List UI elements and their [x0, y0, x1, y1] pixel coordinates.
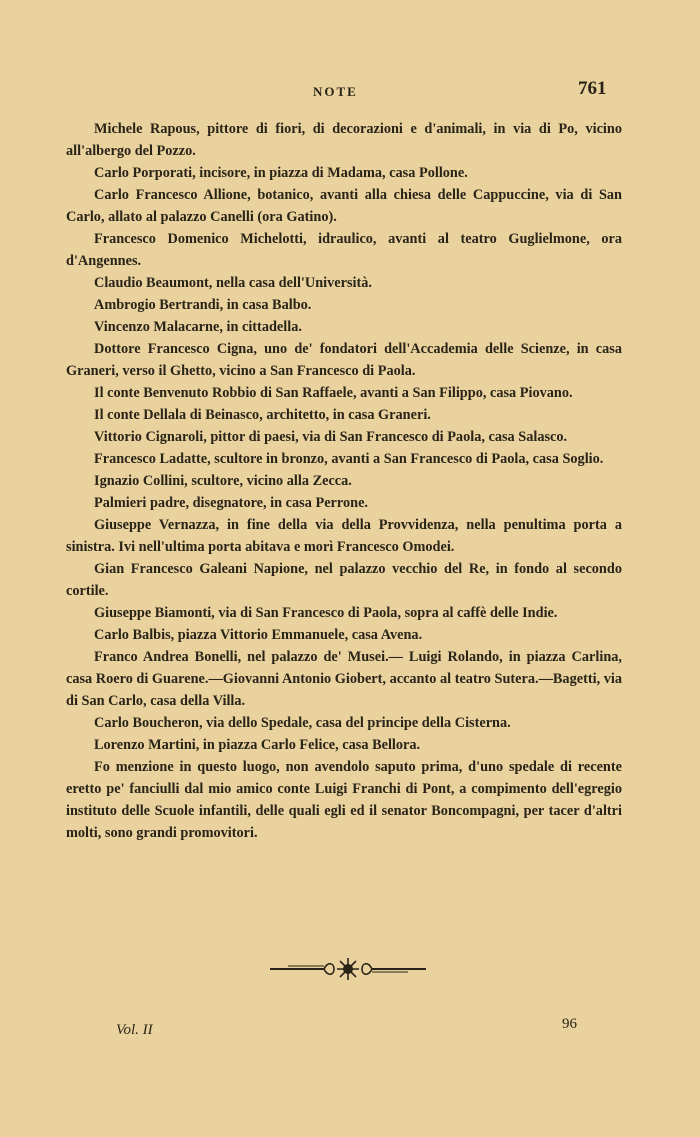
paragraph: Giuseppe Biamonti, via di San Francesco di Paola, sopra al caffè delle Indie.: [94, 605, 558, 621]
paragraph: Carlo Francesco Allione, botanico, avanti alla chiesa delle Cappuccine, via di San Carlo, allato al palazzo Canelli (ora Gatino).: [66, 187, 622, 225]
paragraph: Francesco Ladatte, scultore in bronzo, avanti a San Francesco di Paola, casa Soglio.: [94, 451, 604, 467]
paragraph: Ambrogio Bertrandi, in casa Balbo.: [94, 297, 312, 313]
paragraph: Carlo Porporati, incisore, in piazza di Madama, casa Pollone.: [94, 165, 468, 181]
running-head: [0, 80, 700, 100]
paragraph: Palmieri padre, disegnatore, in casa Perrone.: [94, 495, 368, 511]
paragraph: Lorenzo Martini, in piazza Carlo Felice, casa Bellora.: [94, 737, 421, 753]
paragraph: Il conte Dellala di Beinasco, architetto, in casa Graneri.: [94, 407, 431, 423]
header-title: NOTE: [313, 84, 358, 99]
ornament-divider: [268, 955, 428, 983]
paragraph: Michele Rapous, pittore di fiori, di decorazioni e d'animali, in via di Po, vicino all'albergo del Pozzo.: [66, 121, 622, 159]
paragraph: Carlo Balbis, piazza Vittorio Emmanuele, casa Avena.: [94, 627, 423, 643]
page-number: 761: [578, 78, 607, 99]
signature-mark: Vol. II: [116, 1022, 153, 1038]
paragraph: Francesco Domenico Michelotti, idraulico, avanti al teatro Guglielmone, ora d'Angennes.: [66, 231, 622, 269]
paragraph: Claudio Beaumont, nella casa dell'Università.: [94, 275, 373, 291]
paragraph: Vittorio Cignaroli, pittor di paesi, via di San Francesco di Paola, casa Salasco.: [94, 429, 568, 445]
paragraph: Carlo Boucheron, via dello Spedale, casa del principe della Cisterna.: [94, 715, 511, 731]
paragraph: Giuseppe Vernazza, in fine della via della Provvidenza, nella penultima porta a sinistra. Ivi nell'ultima porta abitava e morì Francesco Omodei.: [66, 517, 622, 555]
paragraph: Fo menzione in questo luogo, non avendolo saputo prima, d'uno spedale di recente eretto pe' fanciulli dal mio amico conte Luigi Franchi di Pont, a compimento dell'egregio instituto delle Scuole infantili, delle quali egli ed il senator Boncompagni, per tacer d'altri molti, sono grandi promovitori.: [66, 759, 622, 841]
paragraph: Il conte Benvenuto Robbio di San Raffaele, avanti a San Filippo, casa Piovano.: [94, 385, 573, 401]
paragraph: Gian Francesco Galeani Napione, nel palazzo vecchio del Re, in fondo al secondo cortile.: [66, 561, 622, 599]
folio-number: 96: [562, 1016, 577, 1032]
paragraph: Vincenzo Malacarne, in cittadella.: [94, 319, 302, 335]
paragraph: Ignazio Collini, scultore, vicino alla Zecca.: [94, 473, 352, 489]
body-text: [66, 118, 622, 844]
paragraph: Dottore Francesco Cigna, uno de' fondatori dell'Accademia delle Scienze, in casa Graneri, verso il Ghetto, vicino a San Francesco di Paola.: [66, 341, 622, 379]
paragraph: Franco Andrea Bonelli, nel palazzo de' Musei.— Luigi Rolando, in piazza Carlina, casa Roero di Guarene.—Giovanni Antonio Giobert, accanto al teatro Sutera.—Bagetti, via di San Carlo, casa della Villa.: [66, 649, 622, 709]
